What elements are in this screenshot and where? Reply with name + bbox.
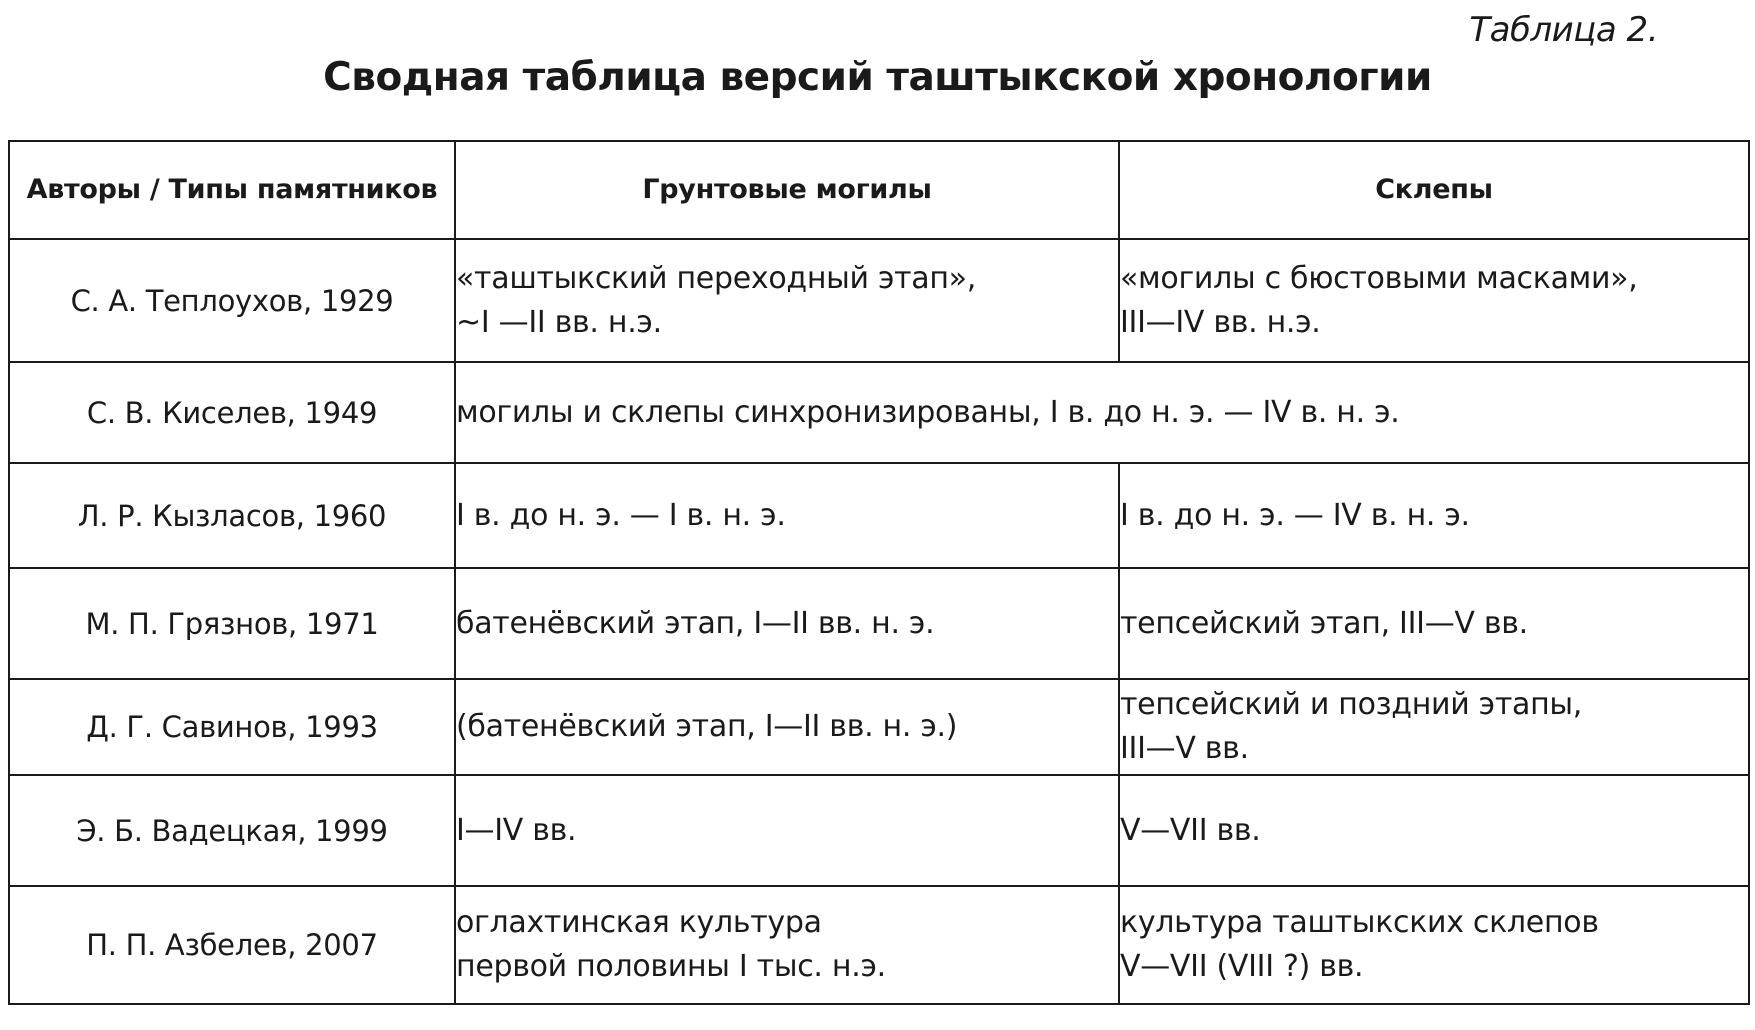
chronology-table	[8, 140, 1750, 1005]
crypts-line: «могилы с бюстовыми масками»,	[1120, 260, 1638, 296]
crypts-cell	[1119, 679, 1749, 775]
crypts-line: III—IV вв. н.э.	[1120, 304, 1321, 340]
graves-line: (батенёвский этап, I—II вв. н. э.)	[456, 709, 958, 744]
header-authors: Авторы / Типы памятников	[9, 141, 455, 239]
header-row	[9, 141, 1749, 239]
graves-line: первой половины I тыс. н.э.	[456, 949, 886, 984]
crypts-line: I в. до н. э. — IV в. н. э.	[1120, 497, 1470, 533]
crypts-cell	[1119, 568, 1749, 679]
crypts-line: III—V вв.	[1120, 731, 1249, 766]
header-graves: Грунтовые могилы	[455, 141, 1119, 239]
crypts-cell	[1119, 775, 1749, 886]
crypts-line: V—VII вв.	[1120, 812, 1261, 848]
author-cell: М. П. Грязнов, 1971	[9, 568, 455, 679]
author-cell: С. А. Теплоухов, 1929	[9, 239, 455, 362]
author-cell: П. П. Азбелев, 2007	[9, 886, 455, 1004]
graves-cell	[455, 775, 1119, 886]
crypts-line: тепсейский и поздний этапы,	[1120, 687, 1583, 722]
graves-line: I—IV вв.	[456, 812, 577, 848]
table-row	[9, 463, 1749, 568]
table-row	[9, 568, 1749, 679]
table-caption: Таблица 2.	[1469, 10, 1658, 50]
table-title: Сводная таблица версий таштыкской хронологии	[323, 55, 1432, 100]
graves-cell	[455, 679, 1119, 775]
graves-line: ~I —II вв. н.э.	[456, 304, 662, 340]
graves-line: оглахтинская культура	[456, 905, 822, 940]
crypts-line: культура таштыкских склепов	[1120, 905, 1599, 940]
header-crypts: Склепы	[1119, 141, 1749, 239]
graves-cell	[455, 239, 1119, 362]
author-cell: Э. Б. Вадецкая, 1999	[9, 775, 455, 886]
author-cell: С. В. Киселев, 1949	[9, 362, 455, 463]
graves-line: «таштыкский переходный этап»,	[456, 260, 976, 296]
table-row	[9, 239, 1749, 362]
author-cell: Д. Г. Савинов, 1993	[9, 679, 455, 775]
graves-cell	[455, 463, 1119, 568]
table-row	[9, 679, 1749, 775]
merged-cell: могилы и склепы синхронизированы, I в. до н. э. — IV в. н. э.	[455, 362, 1749, 463]
crypts-line: тепсейский этап, III—V вв.	[1120, 605, 1528, 641]
graves-line: батенёвский этап, I—II вв. н. э.	[456, 605, 935, 641]
table-row	[9, 886, 1749, 1004]
table-row	[9, 775, 1749, 886]
graves-line: I в. до н. э. — I в. н. э.	[456, 497, 786, 533]
crypts-cell	[1119, 239, 1749, 362]
crypts-cell	[1119, 886, 1749, 1004]
author-cell: Л. Р. Кызласов, 1960	[9, 463, 455, 568]
table-row	[9, 362, 1749, 463]
graves-cell	[455, 568, 1119, 679]
crypts-line: V—VII (VIII ?) вв.	[1120, 949, 1364, 984]
crypts-cell	[1119, 463, 1749, 568]
graves-cell	[455, 886, 1119, 1004]
